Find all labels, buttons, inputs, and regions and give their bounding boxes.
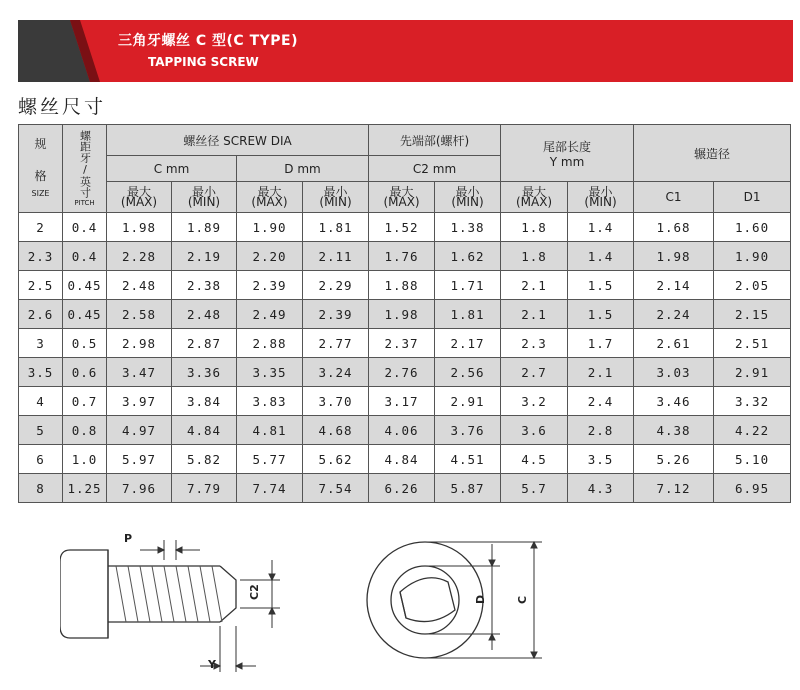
table-cell: 2.49 — [237, 300, 303, 329]
table-cell: 1.89 — [172, 213, 237, 242]
table-cell: 0.45 — [63, 271, 107, 300]
table-cell: 3.84 — [172, 387, 237, 416]
table-cell: 6.95 — [714, 474, 791, 503]
table-cell: 0.45 — [63, 300, 107, 329]
table-cell: 3 — [19, 329, 63, 358]
y-min-header: 最小 (MIN) — [568, 182, 634, 213]
table-cell: 2.05 — [714, 271, 791, 300]
table-cell: 1.76 — [369, 242, 435, 271]
table-cell: 3.24 — [303, 358, 369, 387]
table-cell: 4.84 — [369, 445, 435, 474]
y-max-header: 最大 (MAX) — [501, 182, 568, 213]
table-cell: 2.37 — [369, 329, 435, 358]
table-cell: 3.36 — [172, 358, 237, 387]
table-cell: 2.28 — [107, 242, 172, 271]
table-cell: 3.83 — [237, 387, 303, 416]
table-cell: 2.98 — [107, 329, 172, 358]
d-mm-header: D mm — [237, 156, 369, 182]
table-cell: 6.26 — [369, 474, 435, 503]
table-cell: 2.17 — [435, 329, 501, 358]
table-cell: 2.1 — [501, 300, 568, 329]
table-cell: 0.6 — [63, 358, 107, 387]
table-cell: 3.6 — [501, 416, 568, 445]
table-cell: 1.8 — [501, 213, 568, 242]
table-cell: 3.46 — [634, 387, 714, 416]
table-cell: 2.39 — [237, 271, 303, 300]
table-cell: 2.15 — [714, 300, 791, 329]
table-cell: 4.68 — [303, 416, 369, 445]
table-row — [19, 300, 791, 329]
c2-min-header: 最小 (MIN) — [435, 182, 501, 213]
table-row — [19, 416, 791, 445]
c2-mm-header: C2 mm — [369, 156, 501, 182]
table-cell: 2.14 — [634, 271, 714, 300]
table-cell: 2.7 — [501, 358, 568, 387]
table-cell: 2.88 — [237, 329, 303, 358]
table-cell: 4.51 — [435, 445, 501, 474]
table-cell: 2.48 — [107, 271, 172, 300]
screw-end-view — [367, 542, 483, 658]
table-cell: 5.10 — [714, 445, 791, 474]
forming-dia-header: 辗造径 — [634, 125, 791, 182]
d-max-header: 最大 (MAX) — [237, 182, 303, 213]
table-cell: 1.60 — [714, 213, 791, 242]
tail-length-header: 尾部长度 Y mm — [501, 125, 634, 182]
table-cell: 1.5 — [568, 271, 634, 300]
banner-title-cn: 三角牙螺丝 C 型(C TYPE) — [118, 33, 298, 49]
table-cell: 7.74 — [237, 474, 303, 503]
table-cell: 2 — [19, 213, 63, 242]
table-cell: 2.91 — [714, 358, 791, 387]
table-cell: 2.1 — [568, 358, 634, 387]
table-cell: 2.38 — [172, 271, 237, 300]
label-d: D — [474, 594, 487, 604]
table-cell: 2.76 — [369, 358, 435, 387]
table-cell: 0.4 — [63, 213, 107, 242]
label-c2: C2 — [248, 584, 261, 600]
table-cell: 1.38 — [435, 213, 501, 242]
table-cell: 3.35 — [237, 358, 303, 387]
table-cell: 3.32 — [714, 387, 791, 416]
table-cell: 2.91 — [435, 387, 501, 416]
size-header: 规 格 SIZE — [19, 125, 63, 213]
d-min-header: 最小 (MIN) — [303, 182, 369, 213]
table-cell: 0.4 — [63, 242, 107, 271]
table-row — [19, 242, 791, 271]
label-p: P — [124, 532, 133, 545]
table-cell: 4.84 — [172, 416, 237, 445]
table-row — [19, 358, 791, 387]
table-cell: 2.51 — [714, 329, 791, 358]
table-cell: 2.8 — [568, 416, 634, 445]
c-min-header: 最小 (MIN) — [172, 182, 237, 213]
table-cell: 5 — [19, 416, 63, 445]
spec-table — [18, 124, 791, 503]
label-c: C — [516, 595, 529, 604]
table-cell: 4.81 — [237, 416, 303, 445]
c-max-header: 最大 (MAX) — [107, 182, 172, 213]
pitch-header: 螺距牙/英寸 PITCH — [63, 125, 107, 213]
table-cell: 1.71 — [435, 271, 501, 300]
table-row — [19, 213, 791, 242]
table-cell: 0.5 — [63, 329, 107, 358]
table-cell: 1.98 — [634, 242, 714, 271]
table-cell: 1.4 — [568, 242, 634, 271]
table-cell: 5.87 — [435, 474, 501, 503]
table-cell: 5.97 — [107, 445, 172, 474]
table-cell: 2.5 — [19, 271, 63, 300]
table-cell: 2.58 — [107, 300, 172, 329]
table-cell: 1.68 — [634, 213, 714, 242]
table-cell: 3.17 — [369, 387, 435, 416]
table-cell: 0.8 — [63, 416, 107, 445]
table-cell: 3.5 — [19, 358, 63, 387]
table-cell: 2.6 — [19, 300, 63, 329]
table-cell: 5.26 — [634, 445, 714, 474]
table-cell: 2.87 — [172, 329, 237, 358]
table-cell: 1.25 — [63, 474, 107, 503]
table-row — [19, 445, 791, 474]
table-cell: 1.4 — [568, 213, 634, 242]
table-cell: 2.61 — [634, 329, 714, 358]
table-cell: 1.90 — [237, 213, 303, 242]
banner-title-en: TAPPING SCREW — [148, 55, 259, 69]
table-cell: 3.2 — [501, 387, 568, 416]
table-cell: 7.54 — [303, 474, 369, 503]
table-cell: 1.81 — [435, 300, 501, 329]
table-cell: 2.77 — [303, 329, 369, 358]
screw-diagram — [60, 530, 560, 680]
table-cell: 0.7 — [63, 387, 107, 416]
table-cell: 4.38 — [634, 416, 714, 445]
c2-max-header: 最大 (MAX) — [369, 182, 435, 213]
table-cell: 5.62 — [303, 445, 369, 474]
table-cell: 3.76 — [435, 416, 501, 445]
thread-lines — [116, 566, 222, 622]
table-cell: 1.8 — [501, 242, 568, 271]
table-cell: 4.3 — [568, 474, 634, 503]
c1-header: C1 — [634, 182, 714, 213]
table-cell: 2.20 — [237, 242, 303, 271]
table-cell: 2.19 — [172, 242, 237, 271]
table-cell: 7.12 — [634, 474, 714, 503]
label-y: Y — [208, 658, 216, 671]
table-cell: 4 — [19, 387, 63, 416]
table-cell: 2.3 — [501, 329, 568, 358]
header-banner — [18, 20, 793, 82]
table-cell: 2.4 — [568, 387, 634, 416]
table-cell: 2.11 — [303, 242, 369, 271]
table-cell: 8 — [19, 474, 63, 503]
table-cell: 2.1 — [501, 271, 568, 300]
table-cell: 1.5 — [568, 300, 634, 329]
table-cell: 1.52 — [369, 213, 435, 242]
table-cell: 1.81 — [303, 213, 369, 242]
c-mm-header: C mm — [107, 156, 237, 182]
table-cell: 4.97 — [107, 416, 172, 445]
table-row — [19, 329, 791, 358]
table-row — [19, 474, 791, 503]
table-cell: 4.5 — [501, 445, 568, 474]
tip-header: 先端部(螺杆) — [369, 125, 501, 156]
table-cell: 5.7 — [501, 474, 568, 503]
table-cell: 1.90 — [714, 242, 791, 271]
table-cell: 6 — [19, 445, 63, 474]
table-cell: 1.7 — [568, 329, 634, 358]
table-cell: 2.24 — [634, 300, 714, 329]
table-cell: 3.03 — [634, 358, 714, 387]
table-cell: 3.47 — [107, 358, 172, 387]
table-cell: 5.82 — [172, 445, 237, 474]
table-cell: 7.79 — [172, 474, 237, 503]
table-cell: 3.70 — [303, 387, 369, 416]
table-cell: 1.98 — [107, 213, 172, 242]
table-cell: 7.96 — [107, 474, 172, 503]
table-cell: 2.29 — [303, 271, 369, 300]
table-cell: 3.97 — [107, 387, 172, 416]
table-cell: 1.62 — [435, 242, 501, 271]
table-row — [19, 387, 791, 416]
table-row — [19, 271, 791, 300]
table-cell: 2.3 — [19, 242, 63, 271]
table-cell: 5.77 — [237, 445, 303, 474]
screw-dia-header: 螺丝径 SCREW DIA — [107, 125, 369, 156]
d1-header: D1 — [714, 182, 791, 213]
table-cell: 4.22 — [714, 416, 791, 445]
table-cell: 1.98 — [369, 300, 435, 329]
table-cell: 2.56 — [435, 358, 501, 387]
table-cell: 2.39 — [303, 300, 369, 329]
section-title: 螺丝尺寸 — [18, 96, 107, 118]
table-cell: 3.5 — [568, 445, 634, 474]
table-body — [19, 213, 791, 503]
table-cell: 4.06 — [369, 416, 435, 445]
screw-side-view — [60, 550, 236, 638]
table-cell: 2.48 — [172, 300, 237, 329]
table-cell: 1.88 — [369, 271, 435, 300]
table-cell: 1.0 — [63, 445, 107, 474]
